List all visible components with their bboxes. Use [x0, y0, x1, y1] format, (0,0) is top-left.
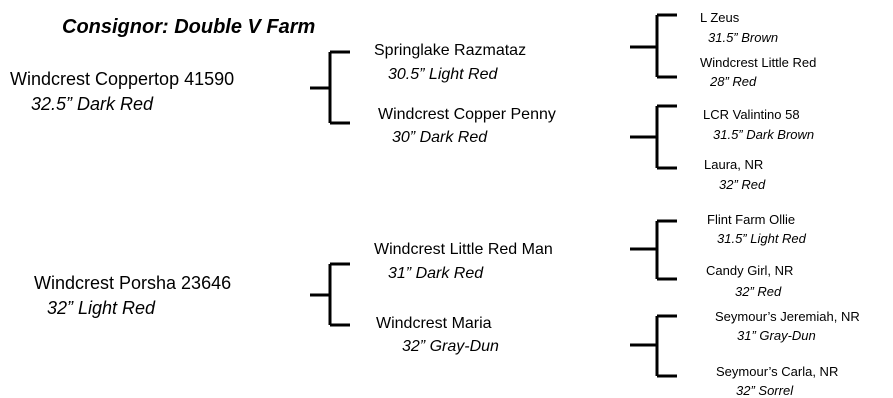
bracket-main-2 — [310, 264, 350, 325]
sire-detail: 30.5” Light Red — [388, 66, 498, 83]
grandsire-detail: 31.5” Dark Brown — [713, 127, 815, 142]
grandsire-name: Flint Farm Ollie — [707, 212, 796, 227]
dam-detail: 32” Gray-Dun — [402, 338, 499, 355]
dam-detail: 30” Dark Red — [392, 129, 488, 146]
granddam-detail: 32” Sorrel — [736, 383, 794, 398]
granddam-detail: 28” Red — [710, 74, 757, 89]
granddam-name: Seymour’s Carla, NR — [716, 364, 839, 379]
sire-name: Windcrest Little Red Man — [374, 241, 553, 258]
bracket-main-1 — [310, 52, 350, 123]
consignor-label: Consignor: Double V Farm — [62, 16, 316, 38]
bracket-dam-1 — [630, 106, 677, 168]
granddam-name: Candy Girl, NR — [706, 263, 794, 278]
grandsire-name: L Zeus — [700, 10, 740, 25]
granddam-name: Laura, NR — [704, 157, 764, 172]
horse-detail: 32” Light Red — [47, 298, 156, 318]
sire-detail: 31” Dark Red — [388, 265, 484, 282]
granddam-detail: 32” Red — [719, 177, 766, 192]
bracket-sire-1 — [630, 15, 677, 77]
bracket-sire-2 — [630, 221, 677, 279]
grandsire-name: Seymour’s Jeremiah, NR — [715, 309, 860, 324]
horse-name: Windcrest Porsha 23646 — [34, 273, 232, 293]
bracket-dam-2 — [630, 316, 677, 376]
horse-name: Windcrest Coppertop 41590 — [10, 69, 235, 89]
dam-name: Windcrest Maria — [376, 315, 492, 332]
grandsire-detail: 31” Gray-Dun — [737, 328, 816, 343]
grandsire-name: LCR Valintino 58 — [703, 107, 800, 122]
horse-detail: 32.5” Dark Red — [31, 94, 154, 114]
dam-name: Windcrest Copper Penny — [378, 106, 556, 123]
granddam-detail: 32” Red — [735, 284, 782, 299]
grandsire-detail: 31.5” Light Red — [717, 231, 806, 246]
grandsire-detail: 31.5” Brown — [708, 30, 779, 45]
granddam-name: Windcrest Little Red — [700, 55, 817, 70]
sire-name: Springlake Razmataz — [374, 42, 527, 59]
